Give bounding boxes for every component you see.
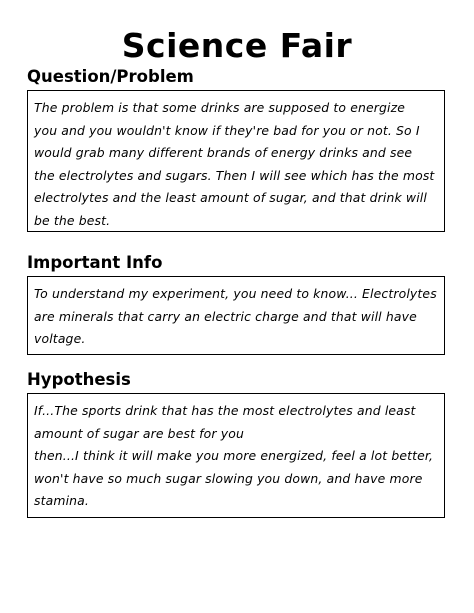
important-info-heading: Important Info xyxy=(27,253,163,272)
question-line: you and you wouldn't know if they're bad for you or not. So I xyxy=(34,122,420,138)
info-line: are minerals that carry an electric charge and that will have xyxy=(34,308,417,324)
question-line: be the best. xyxy=(34,212,111,228)
question-problem-heading: Question/Problem xyxy=(27,67,194,86)
question-line: would grab many different brands of energy drinks and see xyxy=(34,145,413,161)
page-title: Science Fair xyxy=(121,26,353,65)
question-line: electrolytes and the least amount of sugar, and that drink will xyxy=(34,190,427,206)
question-line: the electrolytes and sugars. Then I will see which has the most xyxy=(34,167,435,183)
info-line: voltage. xyxy=(34,331,86,347)
hypothesis-heading: Hypothesis xyxy=(27,370,131,389)
question-problem-box xyxy=(27,90,445,232)
hypothesis-line: stamina. xyxy=(34,493,90,509)
important-info-box xyxy=(27,276,445,355)
hypothesis-line: amount of sugar are best for you xyxy=(34,425,244,441)
hypothesis-line: If...The sports drink that has the most electrolytes and least xyxy=(34,403,416,418)
hypothesis-line: won't have so much sugar slowing you down, and have more xyxy=(34,470,423,486)
info-line: To understand my experiment, you need to know... Electrolytes xyxy=(34,286,437,301)
hypothesis-line: then...I think it will make you more energized, feel a lot better, xyxy=(34,448,434,464)
hypothesis-box xyxy=(27,393,445,518)
question-line: The problem is that some drinks are supposed to energize xyxy=(34,100,406,115)
